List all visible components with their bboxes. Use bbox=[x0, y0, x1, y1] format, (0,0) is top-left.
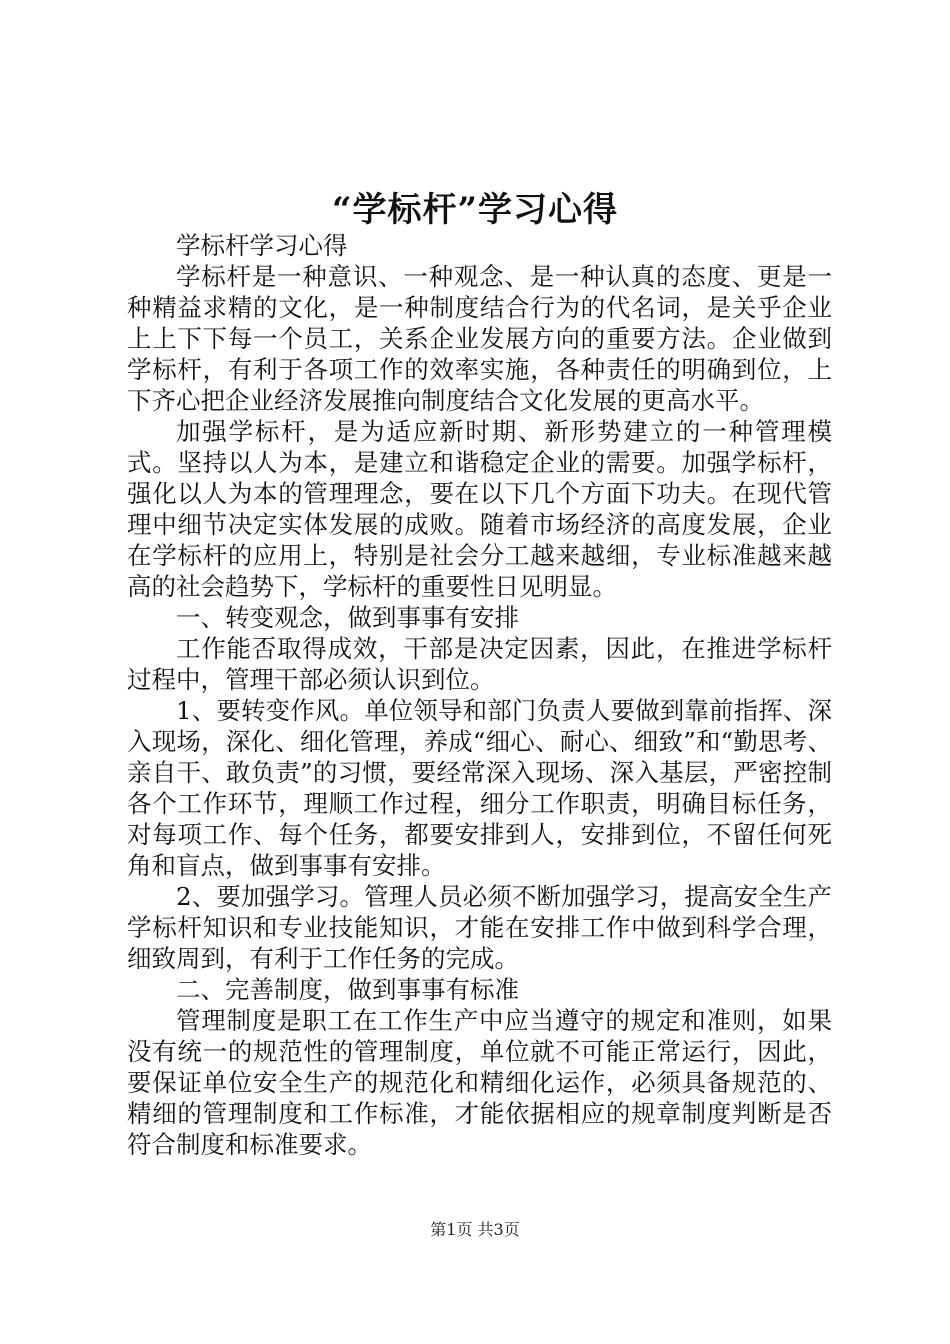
section-heading: 二、完善制度，做到事事有标准 bbox=[176, 975, 519, 1004]
paragraph: 管理制度是职工在工作生产中应当遵守的规定和准则，如果没有统一的规范性的管理制度，单位就不可能正常运行，因此，要保证单位安全生产的规范化和精细化运作，必须具备规范的、精细的管理制度和工作标准，才能依据相应的规章制度判断是否符合制度和标准要求。 bbox=[127, 1006, 832, 1159]
paragraph: 学标杆是一种意识、一种观念、是一种认真的态度、更是一种精益求精的文化，是一种制度结合行为的代名词，是关乎企业上上下下每一个员工，关系企业发展方向的重要方法。企业做到学标杆，有利于各项工作的效率实施，各种责任的明确到位，上下齐心把企业经济发展推向制度结合文化发展的更高水平。 bbox=[127, 262, 832, 415]
paragraph: 工作能否取得成效，干部是决定因素，因此，在推进学标杆过程中，管理干部必须认识到位。 bbox=[127, 634, 832, 694]
document-body bbox=[127, 230, 832, 1160]
paragraph-subtitle: 学标杆学习心得 bbox=[176, 231, 348, 260]
section-heading: 一、转变观念，做到事事有安排 bbox=[176, 603, 519, 632]
paragraph: 1、要转变作风。单位领导和部门负责人要做到靠前指挥、深入现场，深化、细化管理，养成“细心、耐心、细致”和“勤思考、亲自干、敢负责”的习惯，要经常深入现场、深入基层，严密控制各个工作环节，理顺工作过程，细分工作职责，明确目标任务，对每项工作、每个任务，都要安排到人，安排到位，不留任何死角和盲点，做到事事有安排。 bbox=[127, 696, 832, 880]
page-footer: 第1页 共3页 bbox=[430, 1220, 520, 1239]
document-title: “学标杆”学习心得 bbox=[331, 190, 619, 230]
paragraph: 2、要加强学习。管理人员必须不断加强学习，提高安全生产学标杆知识和专业技能知识，才能在安排工作中做到科学合理，细致周到，有利于工作任务的完成。 bbox=[127, 882, 832, 973]
paragraph: 加强学标杆，是为适应新时期、新形势建立的一种管理模式。坚持以人为本，是建立和谐稳定企业的需要。加强学标杆，强化以人为本的管理理念，要在以下几个方面下功夫。在现代管理中细节决定实体发展的成败。随着市场经济的高度发展，企业在学标杆的应用上，特别是社会分工越来越细，专业标准越来越高的社会趋势下，学标杆的重要性日见明显。 bbox=[127, 417, 832, 601]
